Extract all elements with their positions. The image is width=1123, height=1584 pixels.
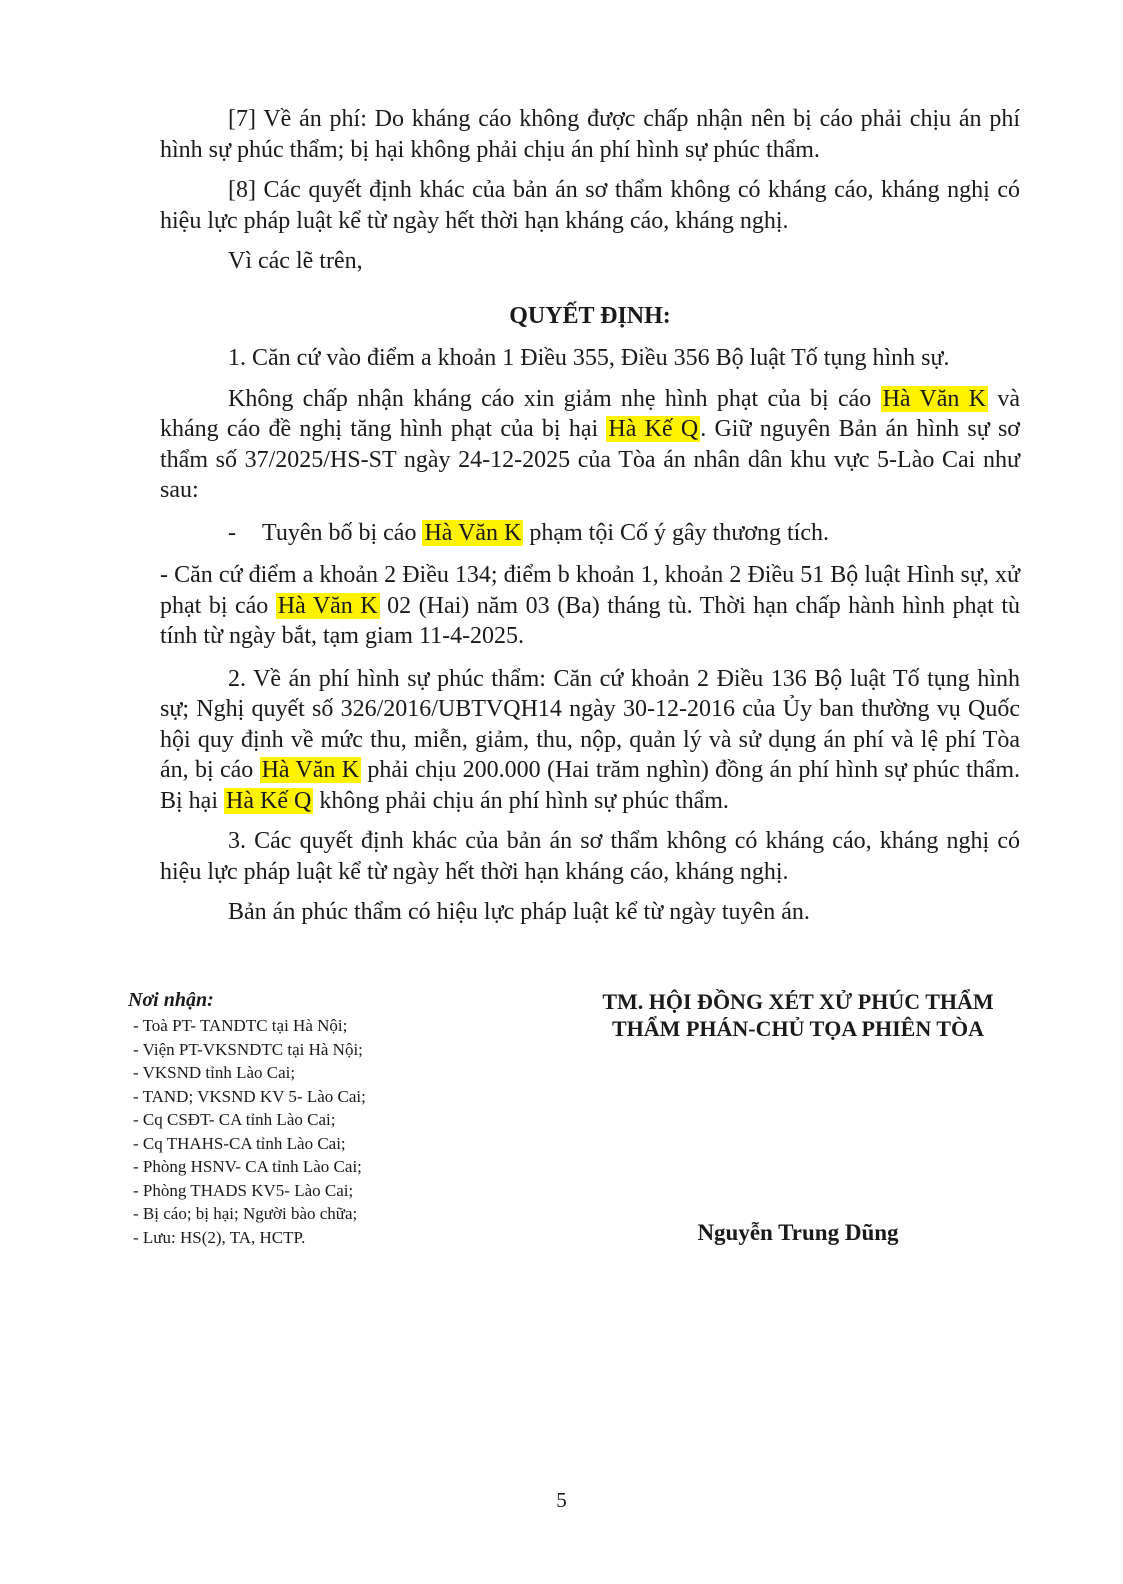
paragraph-other-decisions-reason: [8] Các quyết định khác của bản án sơ thẩm không có kháng cáo, kháng nghị có hiệu lực pháp luật kể từ ngày hết thời hạn kháng cáo, kháng nghị. [160,177,1020,234]
text-segment: phạm tội Cố ý gây thương tích. [523,519,829,546]
recipients-list [128,1014,468,1249]
paragraph-court-fee-reason: [7] Về án phí: Do kháng cáo không được chấp nhận nên bị cáo phải chịu án phí hình sự phúc thẩm; bị hại không phải chịu án phí hình sự phúc thẩm. [160,106,1020,163]
highlighted-victim-name: Hà Kế Q [226,787,312,814]
decision-heading: QUYẾT ĐỊNH: [509,302,671,329]
signature-title-line-1: TM. HỘI ĐỒNG XÉT XỬ PHÚC THẨM [602,989,994,1014]
list-item: - Cq CSĐT- CA tỉnh Lào Cai; [133,1110,336,1129]
highlighted-defendant-name: Hà Văn K [424,519,522,546]
decision-item-2-court-fee [160,664,1020,817]
text-segment: và kháng cáo đề nghị tăng hình phạt của bị hại [160,385,1020,442]
decision-declare-guilty [160,518,1020,549]
decision-item-1: 1. Căn cứ vào điểm a khoản 1 Điều 355, Điều 356 Bộ luật Tố tụng hình sự. [228,345,950,371]
text-segment: phải chịu 200.000 (Hai trăm nghìn) đồng án phí hình sự phúc thẩm. Bị hại [160,757,1021,814]
text-segment: Tuyên bố bị cáo [262,519,423,546]
text-segment: - Căn cứ điểm a khoản 2 Điều 134; điểm b khoản 1, khoản 2 Điều 51 Bộ luật Hình sự, xử phạt bị cáo [160,562,1020,619]
document-body [160,104,1020,928]
decision-effective-date: Bản án phúc thẩm có hiệu lực pháp luật kể từ ngày tuyên án. [228,899,810,925]
list-dash: - [228,519,236,546]
decision-reject-appeal [160,384,1020,506]
text-segment: không phải chịu án phí hình sự phúc thẩm. [313,787,729,814]
list-item: - Viện PT-VKSNDTC tại Hà Nội; [133,1039,363,1059]
highlighted-defendant-name: Hà Văn K [261,757,360,783]
list-item: - Cq THAHS-CA tỉnh Lào Cai; [133,1133,346,1153]
list-item: - Bị cáo; bị hại; Người bào chữa; [133,1204,358,1223]
highlighted-defendant-name: Hà Văn K [277,592,378,619]
list-item: - TAND; VKSND KV 5- Lào Cai; [133,1086,366,1106]
text-segment: 02 (Hai) năm 03 (Ba) tháng tù. Thời hạn chấp hành hình phạt tù tính từ ngày bắt, tạm giam 11-4-2025. [160,592,1020,649]
signature-title-line-2: THẨM PHÁN-CHỦ TỌA PHIÊN TÒA [612,1016,984,1041]
highlighted-victim-name: Hà Kế Q [608,416,699,442]
recipients-title: Nơi nhận: [128,989,214,1011]
signature-block [548,988,1048,1246]
text-segment: 2. Về án phí hình sự phúc thẩm: Căn cứ khoản 2 Điều 136 Bộ luật Tố tụng hình sự; Nghị quyết số 326/2016/UBTVQH14 ngày 30-12-2016 của Ủy ban thường vụ Quốc hội quy định về mức thu, miễn, giảm, thu, nộp, quản lý và sử dụng án phí và lệ phí Tòa án, bị cáo [160,665,1020,783]
list-item: - Lưu: HS(2), TA, HCTP. [133,1227,306,1247]
paragraph-for-these-reasons: Vì các lẽ trên, [228,248,363,274]
list-item: - Phòng THADS KV5- Lào Cai; [133,1180,354,1200]
list-item: - VKSND tỉnh Lào Cai; [133,1063,296,1082]
recipients-block [128,988,468,1249]
list-item: - Toà PT- TANDTC tại Hà Nội; [133,1016,348,1035]
decision-item-3: 3. Các quyết định khác của bản án sơ thẩm không có kháng cáo, kháng nghị có hiệu lực pháp luật kể từ ngày hết thời hạn kháng cáo, kháng nghị. [160,828,1020,885]
page-number: 5 [556,1488,567,1512]
text-segment: Không chấp nhận kháng cáo xin giảm nhẹ hình phạt của bị cáo [228,385,881,412]
highlighted-defendant-name: Hà Văn K [882,385,987,412]
signer-name: Nguyễn Trung Dũng [697,1220,899,1245]
decision-sentence [160,560,1020,652]
text-segment: . Giữ nguyên Bản án hình sự sơ thẩm số 37/2025/HS-ST ngày 24-12-2025 của Tòa án nhân dân khu vực 5-Lào Cai như sau: [160,416,1020,503]
list-item: - Phòng HSNV- CA tỉnh Lào Cai; [133,1157,362,1176]
